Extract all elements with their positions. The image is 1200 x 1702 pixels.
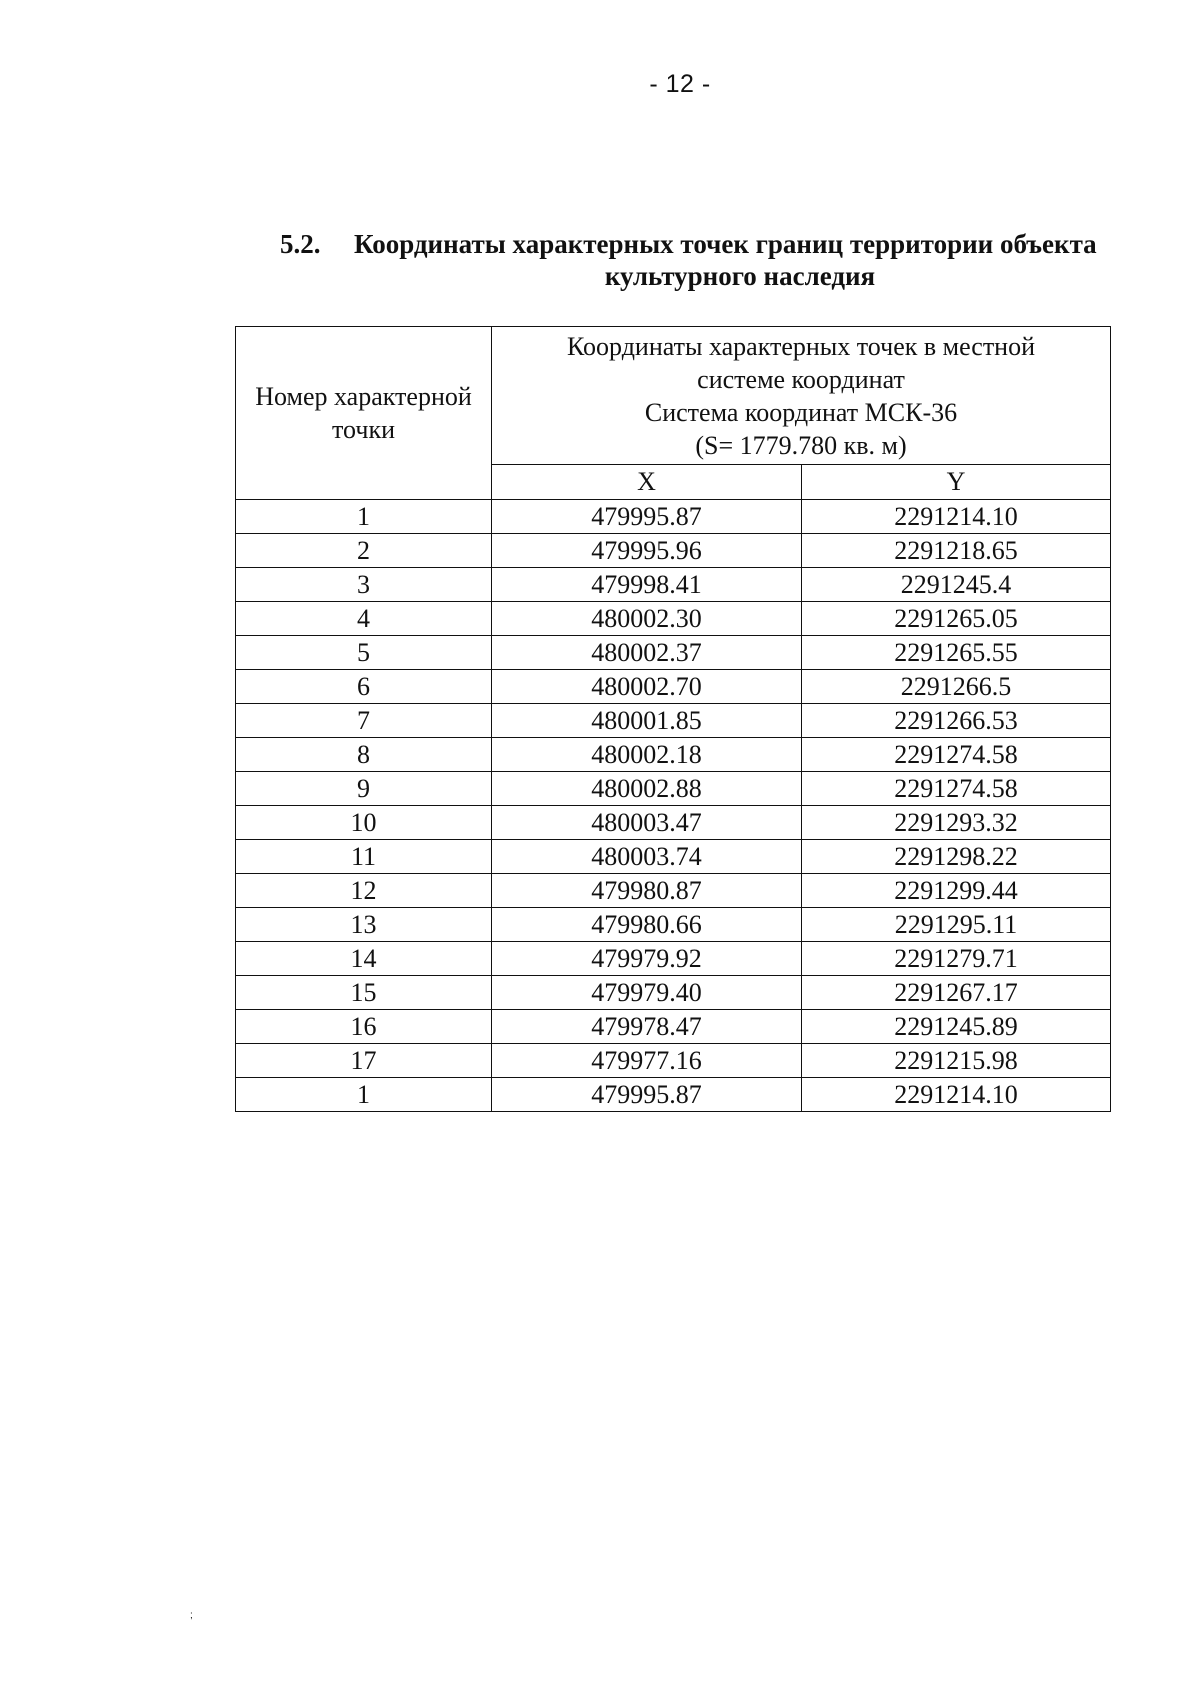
- x-coordinate-cell: 479995.87: [492, 500, 802, 534]
- y-coordinate-cell: 2291214.10: [802, 500, 1111, 534]
- point-number-cell: 8: [236, 738, 492, 772]
- table-row: [236, 738, 1111, 772]
- table-row: [236, 1078, 1111, 1112]
- x-coordinate-cell: 479979.40: [492, 976, 802, 1010]
- point-number-cell: 1: [236, 500, 492, 534]
- point-number-cell: 16: [236, 1010, 492, 1044]
- x-coordinate-cell: 479977.16: [492, 1044, 802, 1078]
- y-column-header: Y: [802, 465, 1111, 500]
- point-number-cell: 15: [236, 976, 492, 1010]
- point-number-cell: 14: [236, 942, 492, 976]
- table-row: [236, 534, 1111, 568]
- y-coordinate-cell: 2291274.58: [802, 738, 1111, 772]
- point-number-cell: 13: [236, 908, 492, 942]
- y-coordinate-cell: 2291245.4: [802, 568, 1111, 602]
- section-title-line2: культурного наследия: [604, 261, 876, 291]
- y-coordinate-cell: 2291266.53: [802, 704, 1111, 738]
- x-coordinate-cell: 479995.96: [492, 534, 802, 568]
- x-coordinate-cell: 480002.37: [492, 636, 802, 670]
- y-coordinate-cell: 2291267.17: [802, 976, 1111, 1010]
- x-coordinate-cell: 479978.47: [492, 1010, 802, 1044]
- table-row: [236, 874, 1111, 908]
- coordinates-header-line2: системе координат: [697, 364, 905, 394]
- section-title-line1: [280, 229, 1097, 259]
- x-coordinate-cell: 479980.87: [492, 874, 802, 908]
- x-coordinate-cell: 480002.18: [492, 738, 802, 772]
- y-coordinate-cell: 2291279.71: [802, 942, 1111, 976]
- point-number-cell: 9: [236, 772, 492, 806]
- x-coordinate-cell: 479998.41: [492, 568, 802, 602]
- point-number-cell: 11: [236, 840, 492, 874]
- point-number-cell: 17: [236, 1044, 492, 1078]
- y-coordinate-cell: 2291266.5: [802, 670, 1111, 704]
- table-row: [236, 806, 1111, 840]
- coordinates-header-line4: (S= 1779.780 кв. м): [695, 430, 907, 460]
- page-number: - 12 -: [649, 70, 711, 98]
- x-coordinate-cell: 480003.47: [492, 806, 802, 840]
- point-number-cell: 1: [236, 1078, 492, 1112]
- point-number-cell: 7: [236, 704, 492, 738]
- coordinates-header-line1: Координаты характерных точек в местной: [567, 331, 1036, 361]
- x-coordinate-cell: 479980.66: [492, 908, 802, 942]
- y-coordinate-cell: 2291218.65: [802, 534, 1111, 568]
- y-coordinate-cell: 2291295.11: [802, 908, 1111, 942]
- table-row: [236, 908, 1111, 942]
- y-coordinate-cell: 2291274.58: [802, 772, 1111, 806]
- x-coordinate-cell: 480002.88: [492, 772, 802, 806]
- y-coordinate-cell: 2291245.89: [802, 1010, 1111, 1044]
- point-number-cell: 12: [236, 874, 492, 908]
- x-coordinate-cell: 479995.87: [492, 1078, 802, 1112]
- y-coordinate-cell: 2291293.32: [802, 806, 1111, 840]
- x-coordinate-cell: 480002.70: [492, 670, 802, 704]
- table-row: [236, 602, 1111, 636]
- table-row: [236, 568, 1111, 602]
- table-row: [236, 704, 1111, 738]
- table-row: [236, 1010, 1111, 1044]
- section-title-text: Координаты характерных точек границ территории объекта: [354, 229, 1097, 259]
- table-body: [236, 500, 1111, 1112]
- stray-mark: ;: [190, 1610, 193, 1621]
- y-coordinate-cell: 2291265.05: [802, 602, 1111, 636]
- table-row: [236, 976, 1111, 1010]
- point-number-cell: 2: [236, 534, 492, 568]
- section-heading: [280, 228, 1160, 292]
- y-coordinate-cell: 2291215.98: [802, 1044, 1111, 1078]
- table-row: [236, 636, 1111, 670]
- point-number-header: Номер характерной точки: [236, 327, 492, 500]
- point-number-cell: 6: [236, 670, 492, 704]
- table-row: [236, 840, 1111, 874]
- point-number-cell: 5: [236, 636, 492, 670]
- y-coordinate-cell: 2291214.10: [802, 1078, 1111, 1112]
- x-coordinate-cell: 480001.85: [492, 704, 802, 738]
- x-column-header: X: [492, 465, 802, 500]
- x-coordinate-cell: 480003.74: [492, 840, 802, 874]
- y-coordinate-cell: 2291299.44: [802, 874, 1111, 908]
- point-number-cell: 3: [236, 568, 492, 602]
- x-coordinate-cell: 480002.30: [492, 602, 802, 636]
- table-row: [236, 1044, 1111, 1078]
- y-coordinate-cell: 2291298.22: [802, 840, 1111, 874]
- point-number-cell: 4: [236, 602, 492, 636]
- point-number-cell: 10: [236, 806, 492, 840]
- table-row: [236, 772, 1111, 806]
- y-coordinate-cell: 2291265.55: [802, 636, 1111, 670]
- x-coordinate-cell: 479979.92: [492, 942, 802, 976]
- coordinates-header-line3: Система координат МСК-36: [644, 397, 958, 427]
- coordinates-header: [492, 327, 1111, 465]
- section-number: 5.2.: [280, 229, 321, 259]
- table-row: [236, 670, 1111, 704]
- table-row: [236, 500, 1111, 534]
- table-row: [236, 942, 1111, 976]
- coordinates-table: [235, 326, 1111, 1112]
